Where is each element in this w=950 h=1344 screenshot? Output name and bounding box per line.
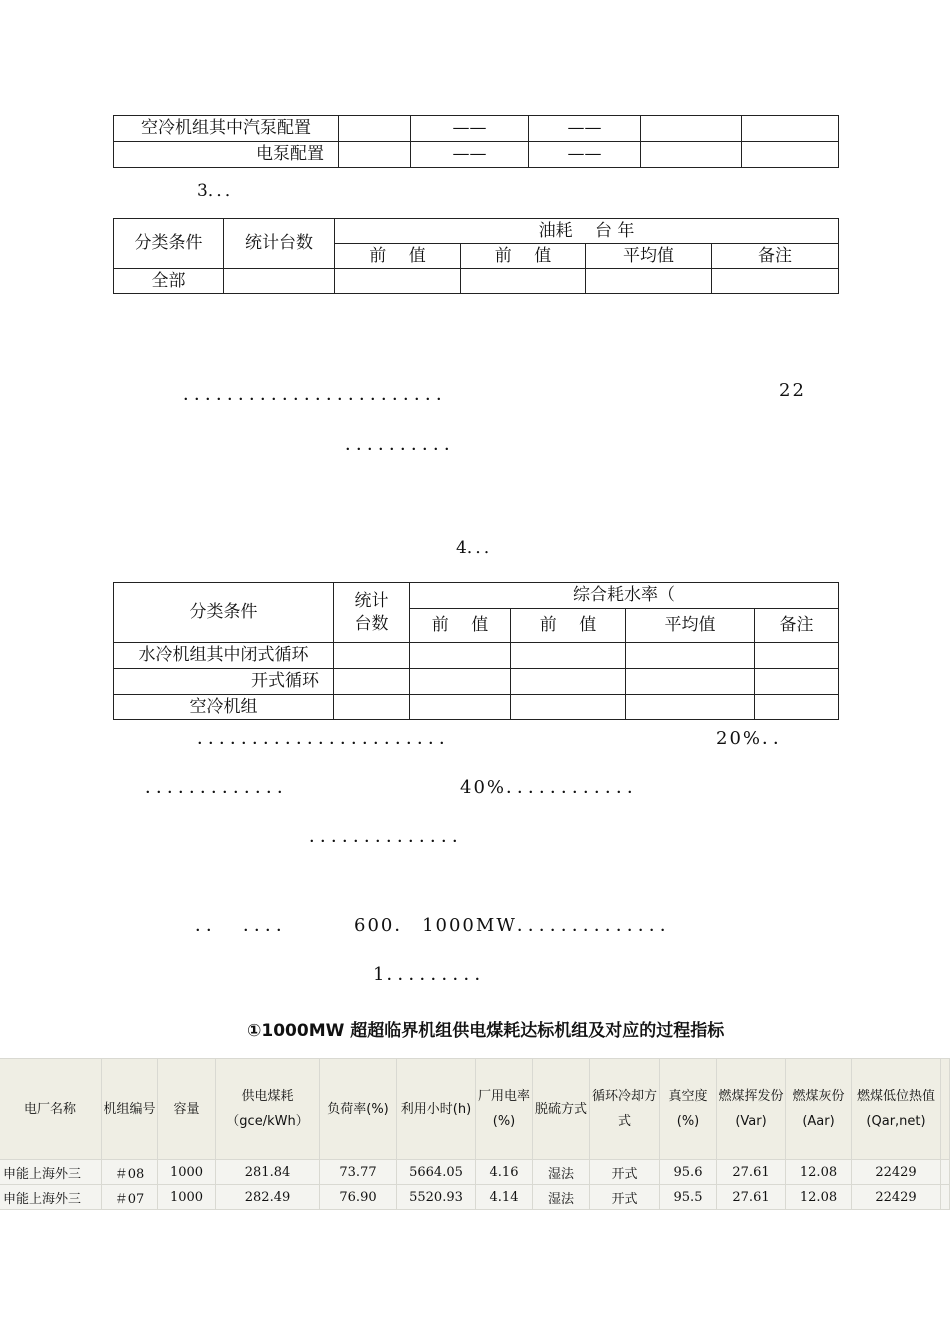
paragraph-2-line-3: ．．．．．．．．．．．．．． (309, 826, 472, 847)
table-row (114, 695, 839, 720)
coal-consumption-table (0, 1058, 950, 1210)
dash-cell: —— (529, 116, 641, 142)
cell-hours: 5664.05 (397, 1160, 476, 1185)
cell-plant: 申能上海外三 (0, 1185, 102, 1210)
heading-word: ．．．． (243, 915, 296, 936)
table-row (0, 1160, 950, 1185)
header-heating-value: 燃煤低位热值(Qar,net) (852, 1059, 941, 1160)
header-ash: 燃煤灰份(Aar) (786, 1059, 852, 1160)
pump-config-table (113, 115, 839, 168)
cell-hours: 5520.93 (397, 1185, 476, 1210)
cell-heat: 22429 (852, 1185, 941, 1210)
table-row (114, 269, 839, 294)
cell-volatile: 27.61 (717, 1185, 786, 1210)
table-row (114, 669, 839, 695)
paragraph-1-line-2: ．．．．．．．．．． (345, 434, 464, 455)
row-label: 全部 (114, 269, 224, 294)
cell-aux: 4.16 (476, 1160, 533, 1185)
header-vacuum: 真空度(%) (660, 1059, 717, 1160)
cell-coal: 282.49 (216, 1185, 320, 1210)
oil-consumption-table (113, 218, 839, 294)
cell-aux: 4.14 (476, 1185, 533, 1210)
header-desulfurization: 脱硫方式 (533, 1059, 590, 1160)
row-label: 空冷机组 (114, 695, 334, 720)
header-cooling-mode: 循环冷却方式 (590, 1059, 660, 1160)
cell-capacity: 1000 (158, 1160, 216, 1185)
dash-cell: —— (411, 142, 529, 168)
table-row (114, 116, 839, 142)
header-coal-consumption: 供电煤耗（gce/kWh） (216, 1059, 320, 1160)
paragraph-2-line-2-tail: 40%．．．．．．．．．．．． (460, 777, 648, 798)
table-row (114, 643, 839, 669)
paragraph-1-line-1: ．．．．．．．．．．．．．．．．．．．．．．．． (183, 384, 456, 405)
header-count: 统计 台数 (334, 583, 410, 643)
cell-desulf: 湿法 (533, 1185, 590, 1210)
subheader: 前 值 (461, 244, 586, 269)
cell-cooling: 开式 (590, 1185, 660, 1210)
header-utilization-hours: 利用小时(h) (397, 1059, 476, 1160)
table-4-title: ①1000MW 超超临界机组供电煤耗达标机组及对应的过程指标 (247, 1021, 725, 1041)
header-load-rate: 负荷率(%) (320, 1059, 397, 1160)
subheader: 备注 (755, 609, 839, 643)
header-aux-power-rate: 厂用电率(%) (476, 1059, 533, 1160)
subheader: 平均值 (626, 609, 755, 643)
cell-load: 73.77 (320, 1160, 397, 1185)
cell-heat: 22429 (852, 1160, 941, 1185)
heading-prefix: ．． (195, 915, 226, 936)
paragraph-1-number: 22 (779, 380, 806, 401)
row-label: 开式循环 (114, 669, 334, 695)
paragraph-2-line-1-tail: 20%．． (716, 728, 794, 749)
subheader: 前 值 (410, 609, 511, 643)
header-count: 统计台数 (224, 219, 335, 269)
subheading: 1．．．．．．．．． (373, 964, 495, 985)
table-row (114, 142, 839, 168)
header-class: 分类条件 (114, 219, 224, 269)
cell-desulf: 湿法 (533, 1160, 590, 1185)
table-row (0, 1185, 950, 1210)
cell-capacity: 1000 (158, 1185, 216, 1210)
water-consumption-table (113, 582, 839, 720)
header-unit-no: 机组编号 (102, 1059, 158, 1160)
heading-range: 600． 1000MW．．．．．．．．．．．．．． (354, 915, 680, 936)
cell-volatile: 27.61 (717, 1160, 786, 1185)
subheader: 前 值 (335, 244, 461, 269)
cell-coal: 281.84 (216, 1160, 320, 1185)
header-capacity: 容量 (158, 1059, 216, 1160)
row-label: 空冷机组其中汽泵配置 (114, 116, 339, 142)
header-row (0, 1059, 950, 1160)
header-oil: 油耗 台 年 (335, 219, 839, 244)
header-volatile: 燃煤挥发份(Var) (717, 1059, 786, 1160)
cell-vacuum: 95.6 (660, 1160, 717, 1185)
cell-plant: 申能上海外三 (0, 1160, 102, 1185)
subheader: 前 值 (511, 609, 626, 643)
cell-cooling: 开式 (590, 1160, 660, 1185)
subheader: 备注 (712, 244, 839, 269)
header-class: 分类条件 (114, 583, 334, 643)
cell-load: 76.90 (320, 1185, 397, 1210)
section-4-label: 4．．． (456, 538, 501, 558)
paragraph-2-line-2: ．．．．．．．．．．．．． (145, 777, 297, 798)
subheader: 平均值 (586, 244, 712, 269)
cell-vacuum: 95.5 (660, 1185, 717, 1210)
header-plant-name: 电厂名称 (0, 1059, 102, 1160)
row-label: 电泵配置 (114, 142, 339, 168)
cell-unit: ＃08 (102, 1160, 158, 1185)
section-3-label: 3．．． (197, 181, 242, 201)
dash-cell: —— (529, 142, 641, 168)
row-label: 水冷机组其中闭式循环 (114, 643, 334, 669)
cell-ash: 12.08 (786, 1160, 852, 1185)
header-water: 综合耗水率（ (410, 583, 839, 609)
dash-cell: —— (411, 116, 529, 142)
cell-ash: 12.08 (786, 1185, 852, 1210)
cell-unit: ＃07 (102, 1185, 158, 1210)
paragraph-2-line-1: ．．．．．．．．．．．．．．．．．．．．．．． (197, 728, 459, 749)
